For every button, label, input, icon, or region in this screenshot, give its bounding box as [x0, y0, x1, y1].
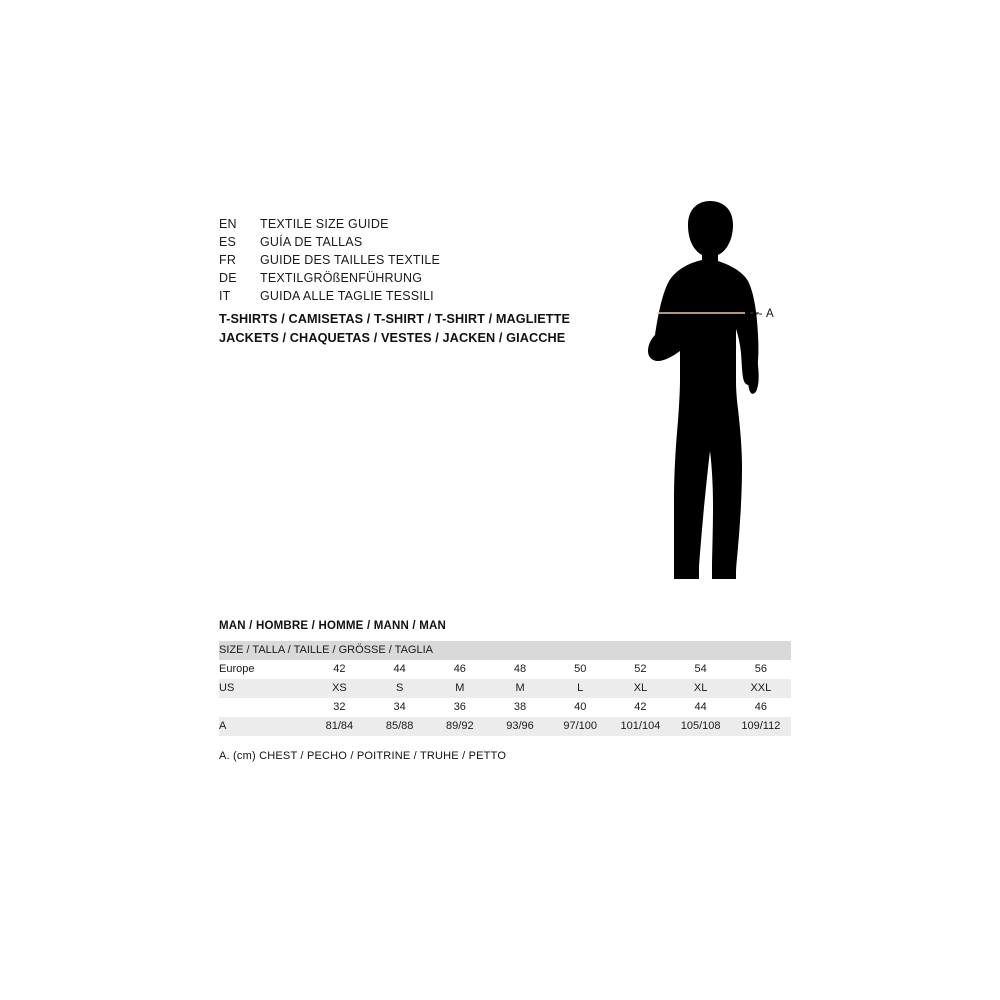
- cell-value: M: [515, 682, 525, 694]
- cell-value: 42: [333, 663, 346, 675]
- cell-value: 85/88: [385, 720, 414, 732]
- male-silhouette-figure: [600, 195, 830, 605]
- cell-value: 89/92: [446, 720, 474, 732]
- language-code: ES: [219, 235, 237, 249]
- language-code: FR: [219, 253, 237, 267]
- language-text: GUÍA DE TALLAS: [260, 235, 363, 249]
- cell-value: 56: [754, 663, 767, 675]
- table-row: [219, 660, 791, 679]
- row-label: US: [219, 682, 235, 694]
- cell-value: S: [395, 682, 404, 694]
- language-code: DE: [219, 271, 237, 285]
- cell-value: XXL: [750, 682, 772, 694]
- garment-line-jackets: JACKETS / CHAQUETAS / VESTES / JACKEN / GIACCHE: [219, 331, 566, 345]
- language-row: [219, 233, 440, 251]
- cell-value: 46: [453, 663, 466, 675]
- cell-value: 97/100: [563, 720, 598, 732]
- row-label: [219, 698, 309, 717]
- size-table: [219, 641, 791, 736]
- garment-types: [219, 310, 570, 348]
- table-row: [219, 717, 791, 736]
- language-row: [219, 287, 440, 305]
- cell-value: 54: [694, 663, 707, 675]
- table-title: MAN / HOMBRE / HOMME / MANN / MAN: [219, 620, 447, 632]
- table-footnote: A. (cm) CHEST / PECHO / POITRINE / TRUHE / PETTO: [219, 750, 507, 762]
- cell-value: XL: [693, 682, 708, 694]
- cell-value: XL: [633, 682, 648, 694]
- language-code: IT: [219, 289, 231, 303]
- silhouette-svg: [600, 195, 830, 605]
- cell-value: 93/96: [506, 720, 534, 732]
- cell-value: 44: [393, 663, 406, 675]
- garment-line-tshirts: T-SHIRTS / CAMISETAS / T-SHIRT / T-SHIRT / MAGLIETTE: [219, 312, 571, 326]
- table-header-row: [219, 641, 791, 660]
- language-row: [219, 269, 440, 287]
- cell-value: 52: [634, 663, 647, 675]
- language-list: [219, 215, 440, 305]
- row-label: Europe: [219, 663, 255, 675]
- language-text: TEXTILGRÖßENFÜHRUNG: [260, 271, 423, 285]
- cell-value: 38: [513, 701, 527, 713]
- row-label: A: [219, 720, 227, 732]
- language-row: [219, 251, 440, 269]
- table-row: [219, 679, 791, 698]
- language-code: EN: [219, 217, 237, 231]
- table-row: [219, 698, 791, 717]
- chest-measure-label: --- A: [750, 308, 775, 320]
- language-row: [219, 215, 440, 233]
- cell-value: 44: [694, 701, 707, 713]
- cell-value: 105/108: [680, 720, 721, 732]
- cell-value: XS: [332, 682, 347, 694]
- language-text: TEXTILE SIZE GUIDE: [260, 217, 389, 231]
- cell-value: M: [455, 682, 465, 694]
- cell-value: 81/84: [325, 720, 354, 732]
- cell-value: 50: [574, 663, 587, 675]
- cell-value: L: [577, 682, 584, 694]
- cell-value: 48: [513, 663, 527, 675]
- cell-value: 42: [634, 701, 647, 713]
- cell-value: 109/112: [741, 720, 781, 732]
- table-header-label: SIZE / TALLA / TAILLE / GRÖSSE / TAGLIA: [219, 644, 433, 656]
- language-text: GUIDE DES TAILLES TEXTILE: [260, 253, 441, 267]
- cell-value: 34: [393, 701, 406, 713]
- cell-value: 101/104: [620, 720, 661, 732]
- cell-value: 46: [754, 701, 767, 713]
- language-text: GUIDA ALLE TAGLIE TESSILI: [260, 289, 434, 303]
- cell-value: 36: [453, 701, 466, 713]
- cell-value: 32: [333, 701, 346, 713]
- cell-value: 40: [574, 701, 587, 713]
